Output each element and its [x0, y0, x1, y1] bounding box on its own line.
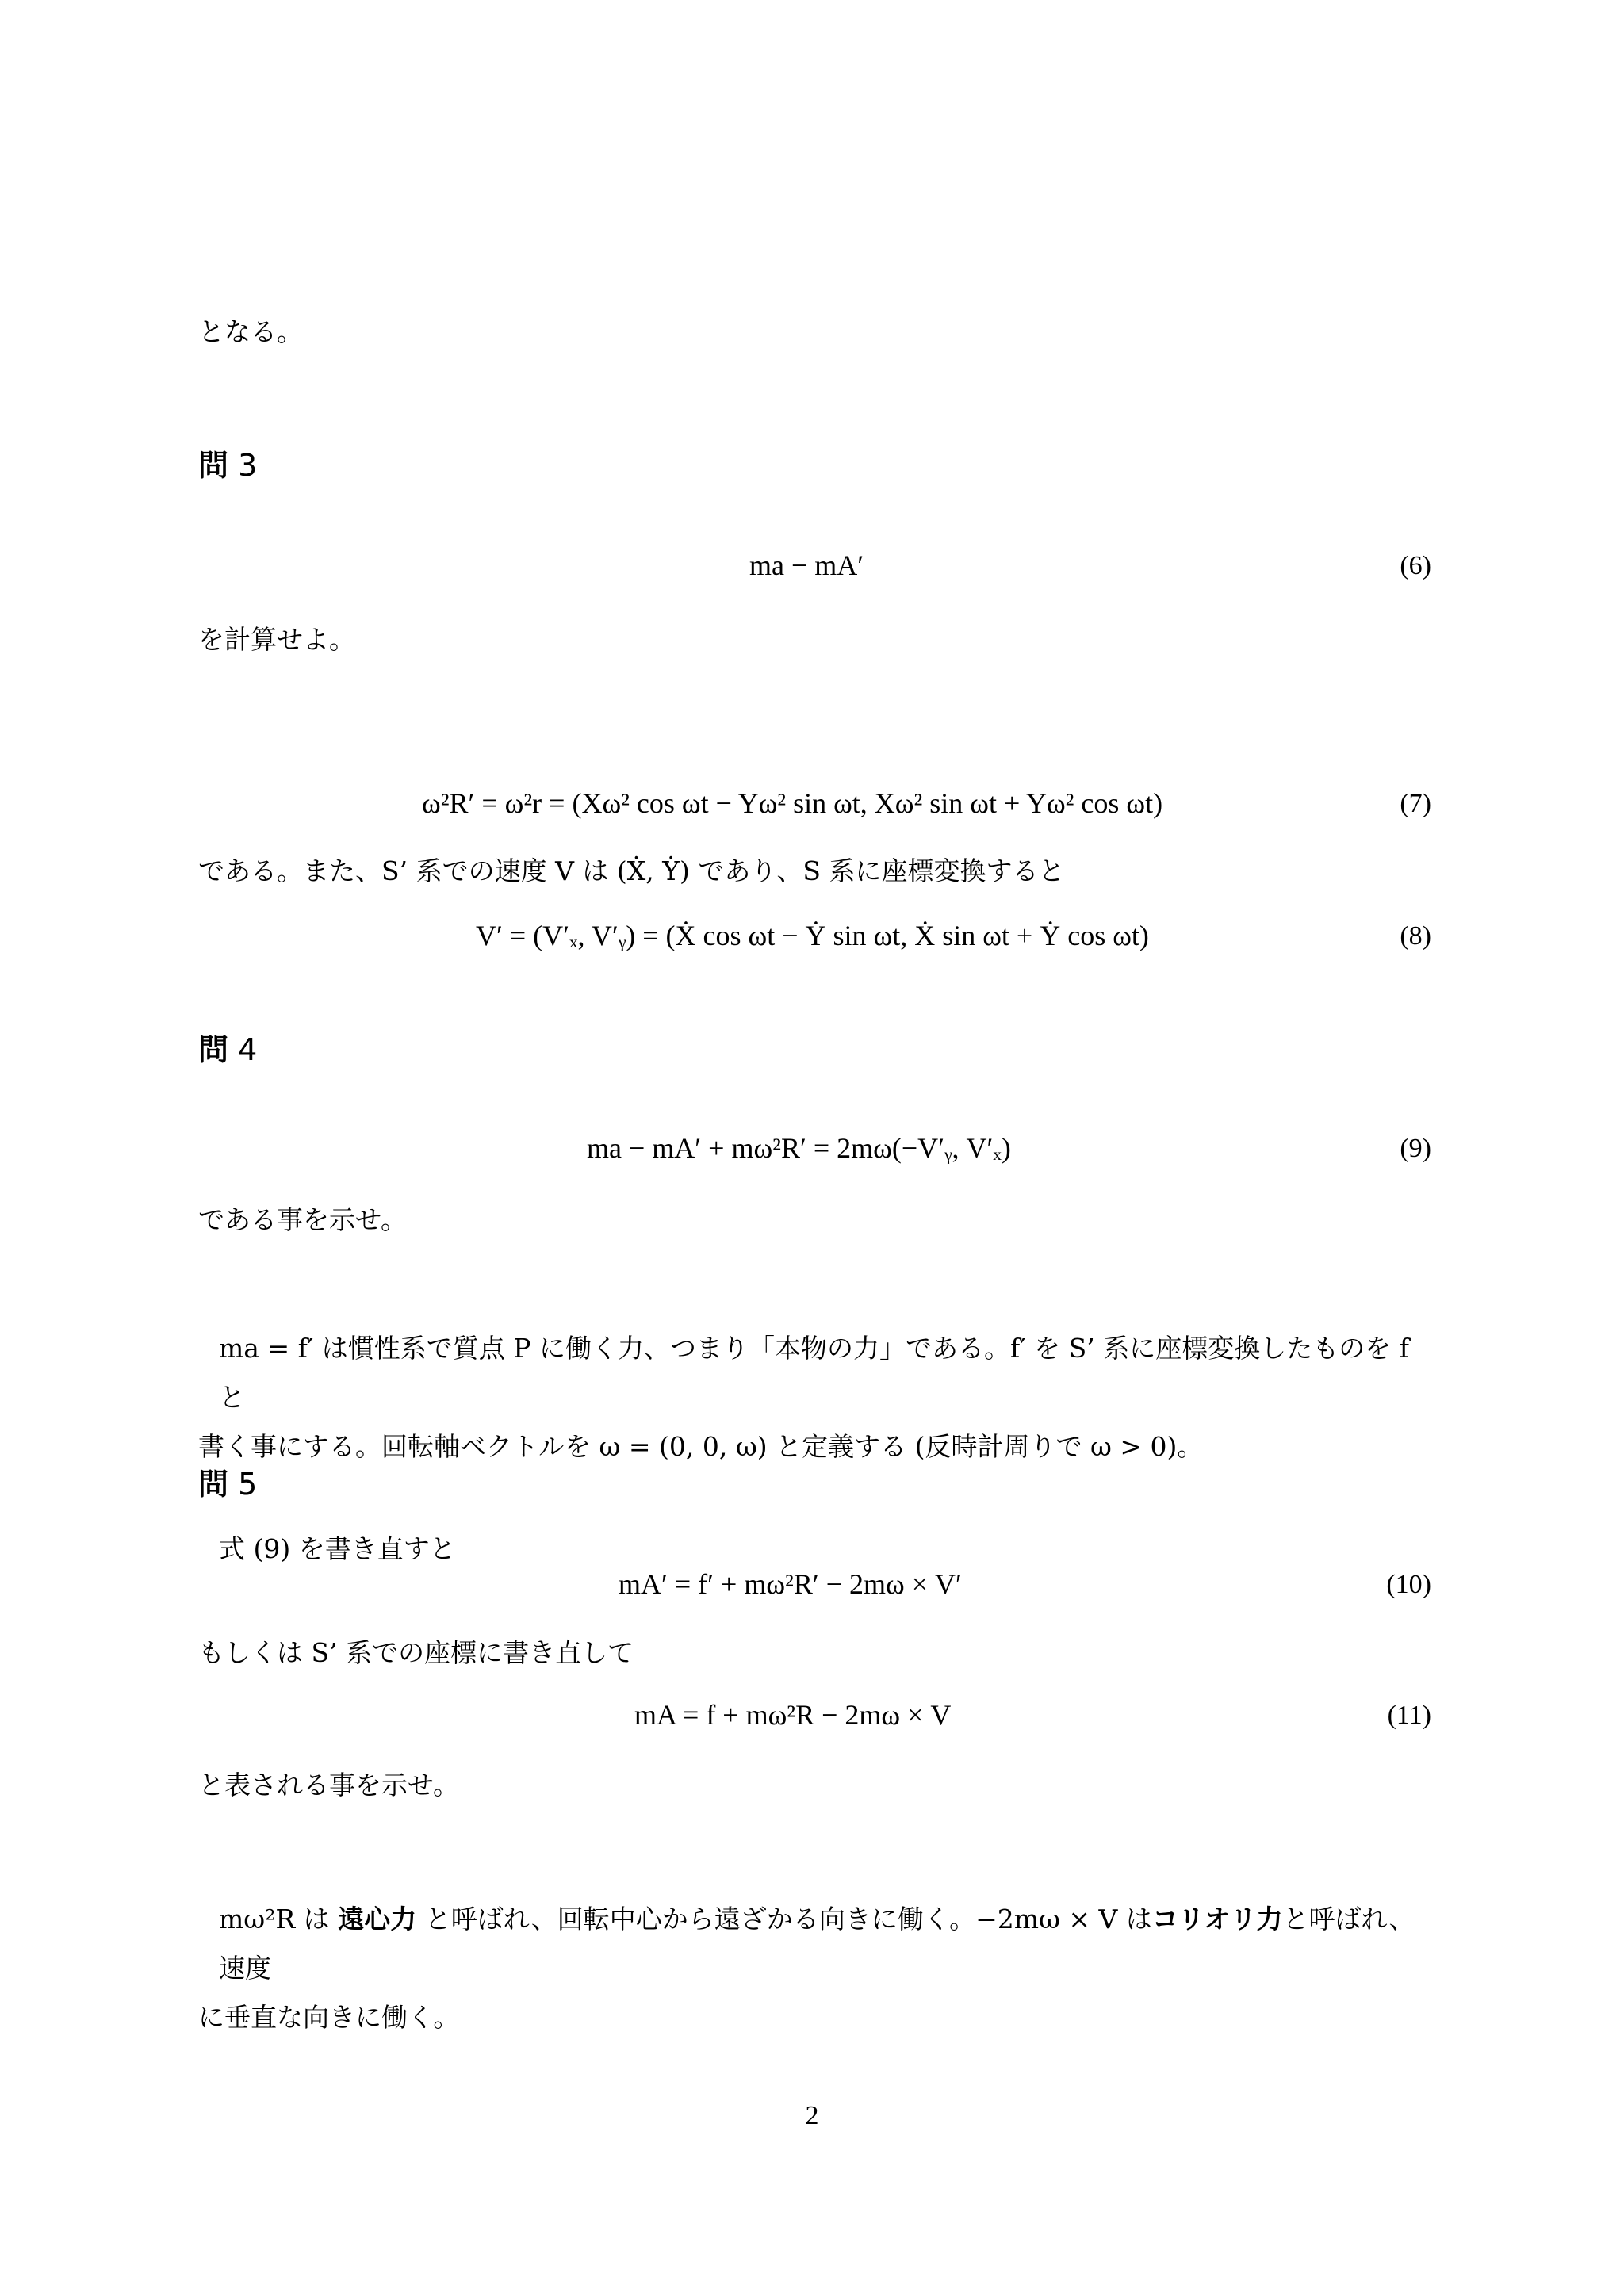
- page-number: 2: [805, 2101, 819, 2130]
- paragraph-forces: [198, 1895, 1435, 2042]
- velocity-line: である。また、S’ 系での速度 V は (Ẋ, Ẏ) であり、S 系に座標変換すると: [198, 855, 1065, 886]
- q4-instruction: である事を示せ。: [198, 1204, 408, 1235]
- equation-6: ma − mA′: [749, 549, 864, 581]
- q5-mid-line: もしくは S’ 系での座標に書き直して: [198, 1637, 634, 1668]
- forces-text-1: mω²R は: [219, 1904, 339, 1934]
- equation-number-8: (8): [1400, 921, 1431, 951]
- equation-11: mA = f + mω²R − 2mω × V: [634, 1699, 952, 1731]
- heading-q4-kanji: 問: [198, 1032, 229, 1067]
- definitions-line-1: ma = f′ は慣性系で質点 P に働く力、つまり「本物の力」である。f′ を S’ 系に座標変換したものを f と: [219, 1333, 1409, 1413]
- heading-q4-number: 4: [238, 1032, 258, 1067]
- heading-q3-kanji: 問: [198, 448, 229, 483]
- equation-number-7: (7): [1400, 789, 1431, 818]
- forces-line-2: に垂直な向きに働く。: [198, 2002, 460, 2033]
- paragraph-definitions: [198, 1324, 1435, 1471]
- equation-number-10: (10): [1386, 1570, 1431, 1599]
- centrifugal-force-term: 遠心力: [338, 1904, 417, 1934]
- intro-line: となる。: [198, 316, 303, 347]
- heading-q5: [198, 1467, 258, 1502]
- q5-instruction: と表される事を示せ。: [198, 1770, 460, 1800]
- forces-line-1: [198, 1895, 1435, 1993]
- equation-7: ω²R′ = ω²r = (Xω² cos ωt − Yω² sin ωt, Xω² sin ωt + Yω² cos ωt): [422, 787, 1163, 819]
- heading-q3-number: 3: [238, 448, 258, 483]
- forces-text-3: と呼ばれ、速度: [219, 1904, 1415, 1984]
- equation-number-6: (6): [1400, 551, 1431, 580]
- definitions-line-2: 書く事にする。回転軸ベクトルを ω = (0, 0, ω) と定義する (反時計周りで ω > 0)。: [198, 1431, 1204, 1462]
- equation-8: V′ = (V′ₓ, V′ᵧ) = (Ẋ cos ωt − Ẏ sin ωt, Ẋ sin ωt + Ẏ cos ωt): [476, 920, 1149, 951]
- forces-text-2: と呼ばれ、回転中心から遠ざかる向きに働く。−2mω × V は: [416, 1904, 1152, 1934]
- heading-q5-number: 5: [238, 1467, 258, 1502]
- equation-10: mA′ = f′ + mω²R′ − 2mω × V′: [619, 1568, 962, 1600]
- equation-number-9: (9): [1400, 1134, 1431, 1163]
- equation-number-11: (11): [1387, 1701, 1431, 1730]
- heading-q4: [198, 1032, 258, 1067]
- equation-9: ma − mA′ + mω²R′ = 2mω(−V′ᵧ, V′ₓ): [587, 1132, 1011, 1164]
- heading-q3: [198, 448, 258, 483]
- heading-q5-kanji: 問: [198, 1467, 229, 1502]
- q5-intro: 式 (9) を書き直すと: [219, 1533, 456, 1564]
- coriolis-force-term: コリオリ力: [1151, 1904, 1283, 1934]
- q3-instruction: を計算せよ。: [198, 624, 355, 655]
